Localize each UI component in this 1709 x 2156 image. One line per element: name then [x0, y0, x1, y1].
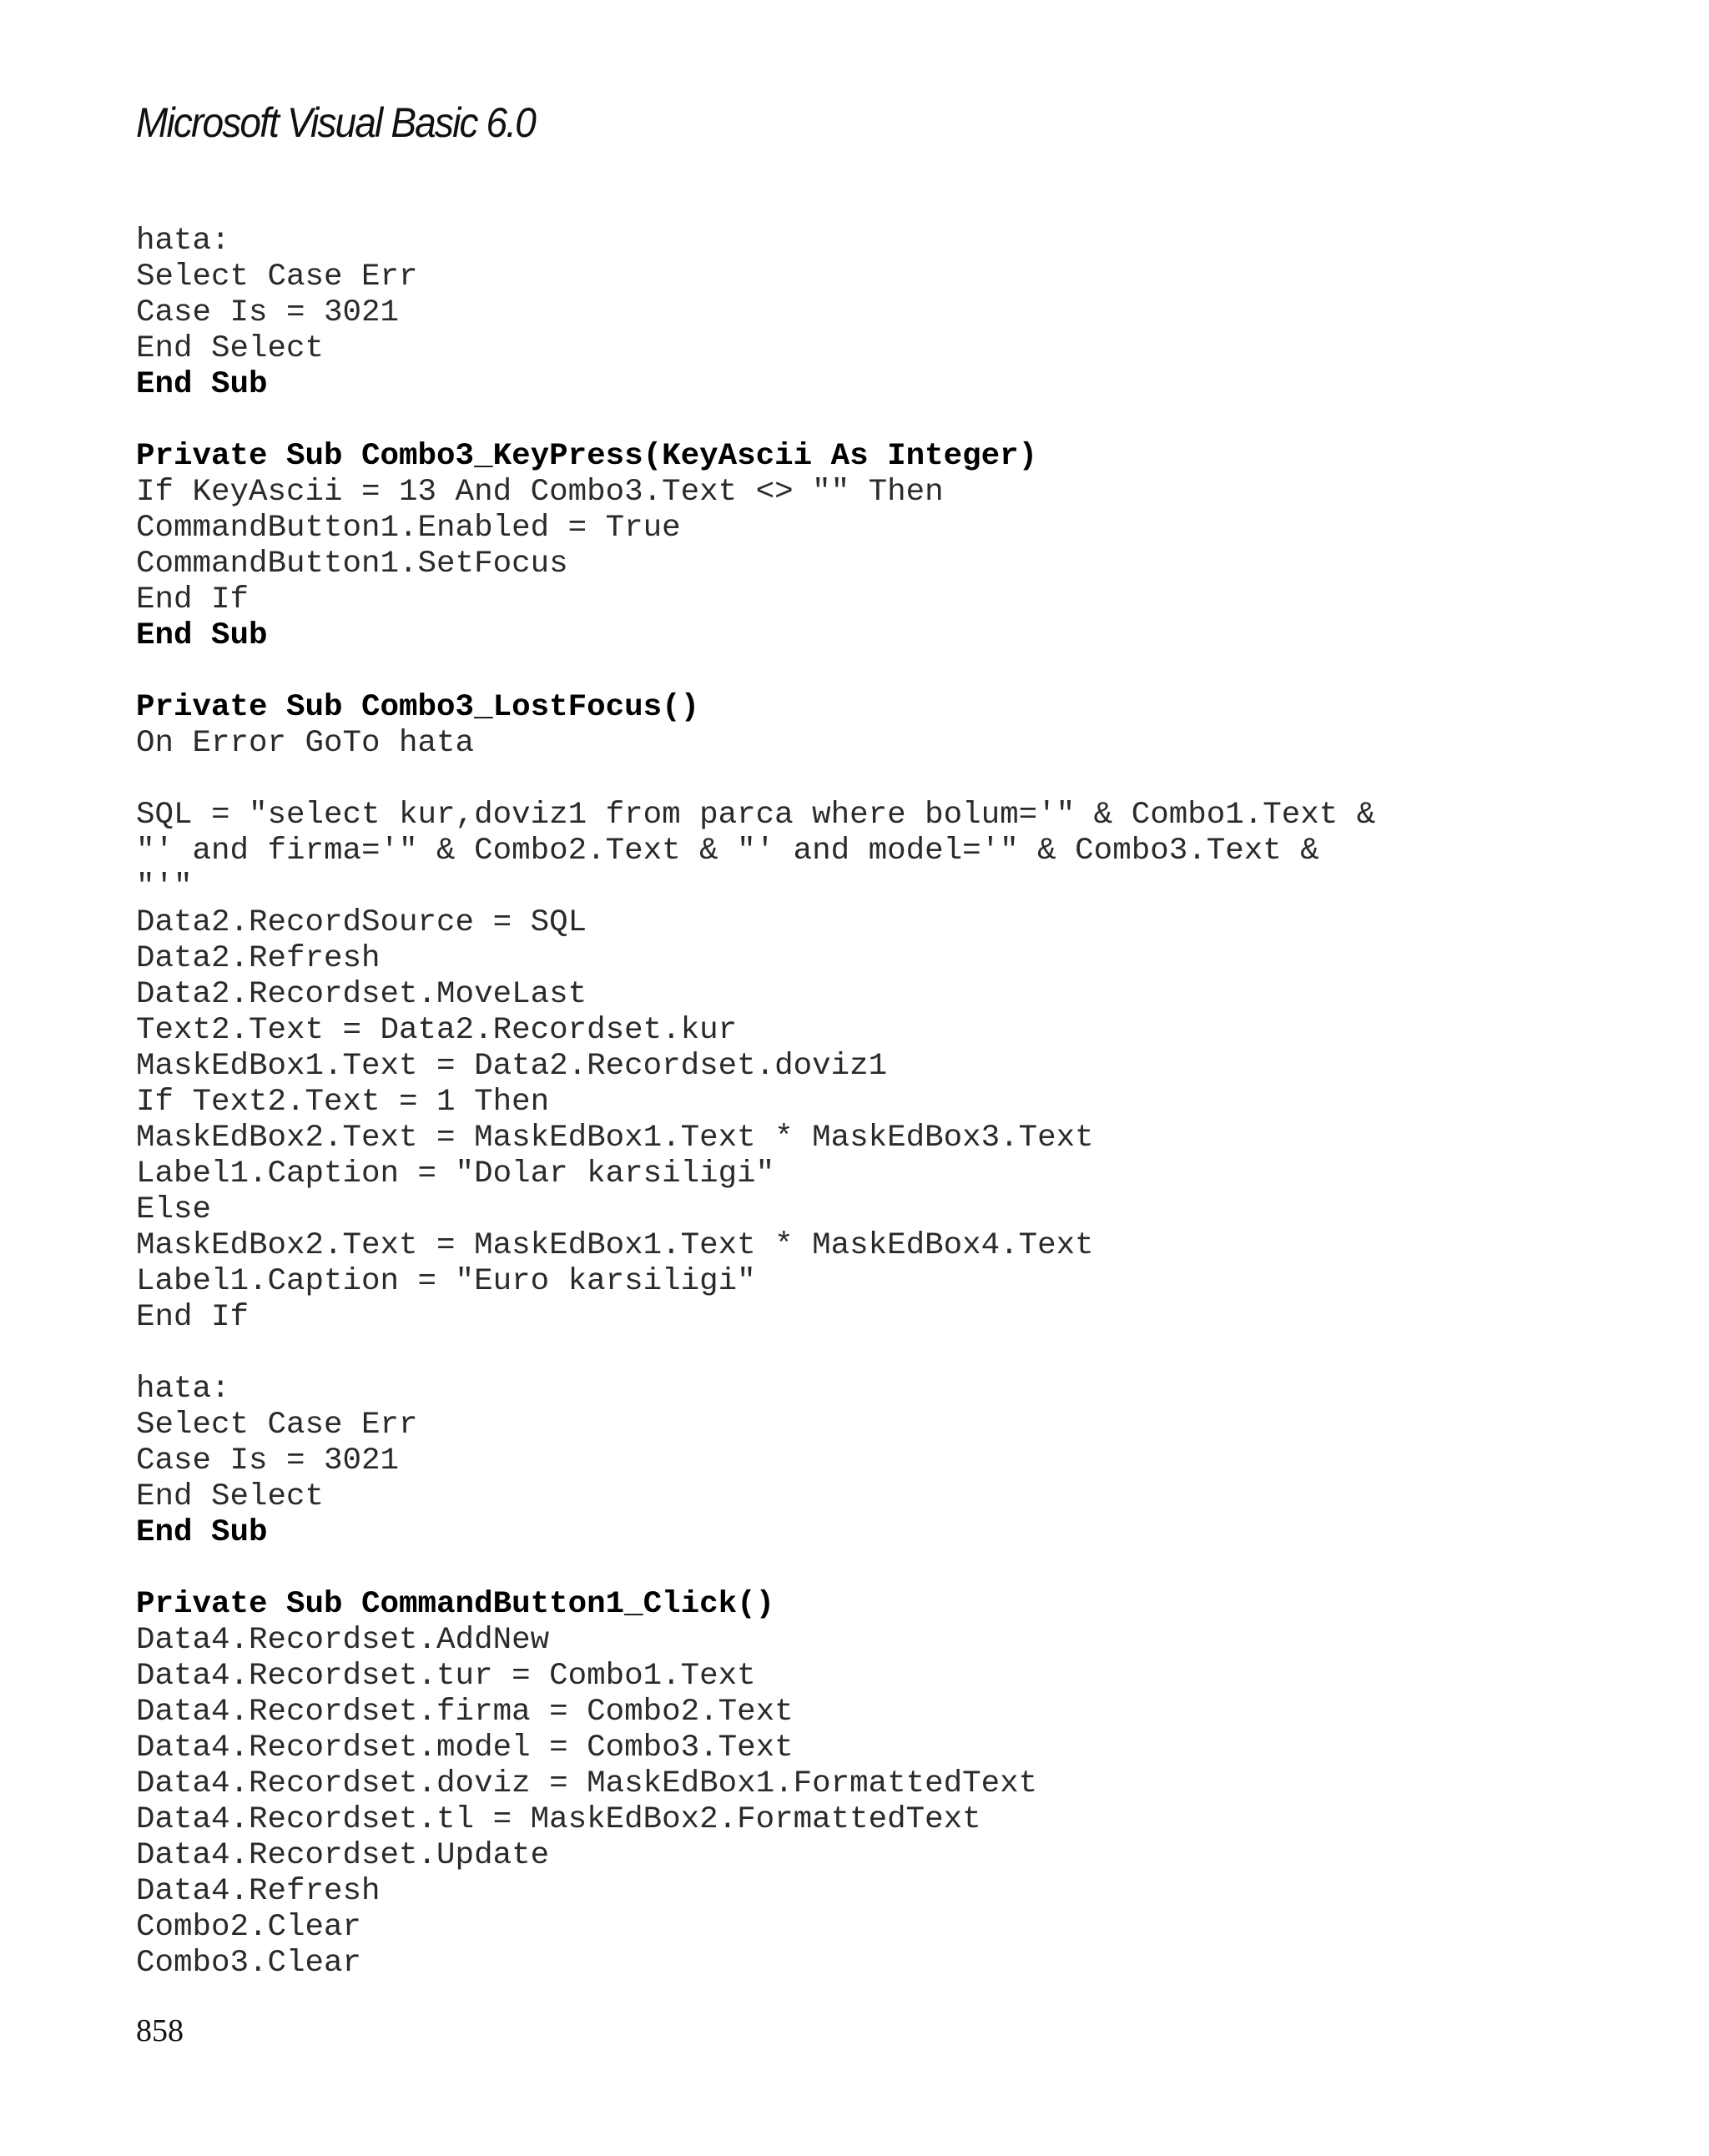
- code-line-declaration: Private Sub Combo3_LostFocus(): [136, 690, 700, 725]
- code-line-declaration: Private Sub CommandButton1_Click(): [136, 1587, 775, 1622]
- page-number: 858: [136, 2013, 184, 2048]
- code-line: CommandButton1.Enabled = True: [136, 511, 681, 546]
- code-line-declaration: End Sub: [136, 367, 268, 402]
- code-line: Select Case Err: [136, 1408, 418, 1443]
- code-line: [136, 1336, 1375, 1372]
- code-listing: [136, 224, 1375, 1982]
- code-line: Data2.Refresh: [136, 941, 381, 976]
- code-line: SQL = "select kur,doviz1 from parca where bolum='" & Combo1.Text &: [136, 798, 1376, 833]
- code-line: Else: [136, 1192, 212, 1227]
- code-line: Text2.Text = Data2.Recordset.kur: [136, 1013, 738, 1048]
- code-line: Data4.Recordset.AddNew: [136, 1623, 550, 1658]
- code-line: Data2.Recordset.MoveLast: [136, 977, 587, 1012]
- code-line: Label1.Caption = "Dolar karsiligi": [136, 1156, 775, 1191]
- code-line: [136, 654, 1375, 690]
- code-line: End If: [136, 1300, 250, 1335]
- code-line: Data4.Recordset.tl = MaskEdBox2.FormattedText: [136, 1802, 981, 1837]
- code-line: "' and firma='" & Combo2.Text & "' and model='" & Combo3.Text &: [136, 834, 1319, 869]
- code-line: Combo2.Clear: [136, 1910, 362, 1945]
- code-line: Data4.Recordset.model = Combo3.Text: [136, 1730, 794, 1766]
- code-line: End If: [136, 582, 250, 617]
- code-line: Data4.Recordset.doviz = MaskEdBox1.FormattedText: [136, 1766, 1038, 1801]
- code-line: End Select: [136, 1479, 325, 1514]
- code-line: [136, 1551, 1375, 1587]
- code-line: If Text2.Text = 1 Then: [136, 1085, 550, 1120]
- code-line: Data2.RecordSource = SQL: [136, 905, 587, 940]
- code-line: hata:: [136, 1372, 230, 1407]
- code-line: If KeyAscii = 13 And Combo3.Text <> "" Then: [136, 475, 944, 510]
- code-line: Case Is = 3021: [136, 295, 400, 330]
- code-line: CommandButton1.SetFocus: [136, 547, 568, 582]
- code-line-declaration: End Sub: [136, 1515, 268, 1550]
- code-line: Label1.Caption = "Euro karsiligi": [136, 1264, 756, 1299]
- code-line: Data4.Recordset.tur = Combo1.Text: [136, 1659, 756, 1694]
- code-line: MaskEdBox1.Text = Data2.Recordset.doviz1: [136, 1049, 888, 1084]
- code-line: Data4.Recordset.Update: [136, 1838, 550, 1873]
- code-line: MaskEdBox2.Text = MaskEdBox1.Text * MaskEdBox3.Text: [136, 1121, 1094, 1156]
- code-line-declaration: End Sub: [136, 618, 268, 653]
- code-line: End Select: [136, 331, 325, 366]
- code-line: "'": [136, 869, 193, 904]
- code-line: Data4.Recordset.firma = Combo2.Text: [136, 1695, 794, 1730]
- code-line: Select Case Err: [136, 259, 418, 295]
- code-line: Data4.Refresh: [136, 1874, 381, 1909]
- code-line: Combo3.Clear: [136, 1946, 362, 1981]
- running-header-title: Microsoft Visual Basic 6.0: [136, 99, 535, 146]
- code-line: hata:: [136, 224, 230, 259]
- code-line: Case Is = 3021: [136, 1443, 400, 1478]
- code-line: MaskEdBox2.Text = MaskEdBox1.Text * MaskEdBox4.Text: [136, 1228, 1094, 1263]
- code-line: [136, 403, 1375, 439]
- code-line: [136, 762, 1375, 798]
- code-line-declaration: Private Sub Combo3_KeyPress(KeyAscii As Integer): [136, 439, 1038, 474]
- code-line: On Error GoTo hata: [136, 726, 475, 761]
